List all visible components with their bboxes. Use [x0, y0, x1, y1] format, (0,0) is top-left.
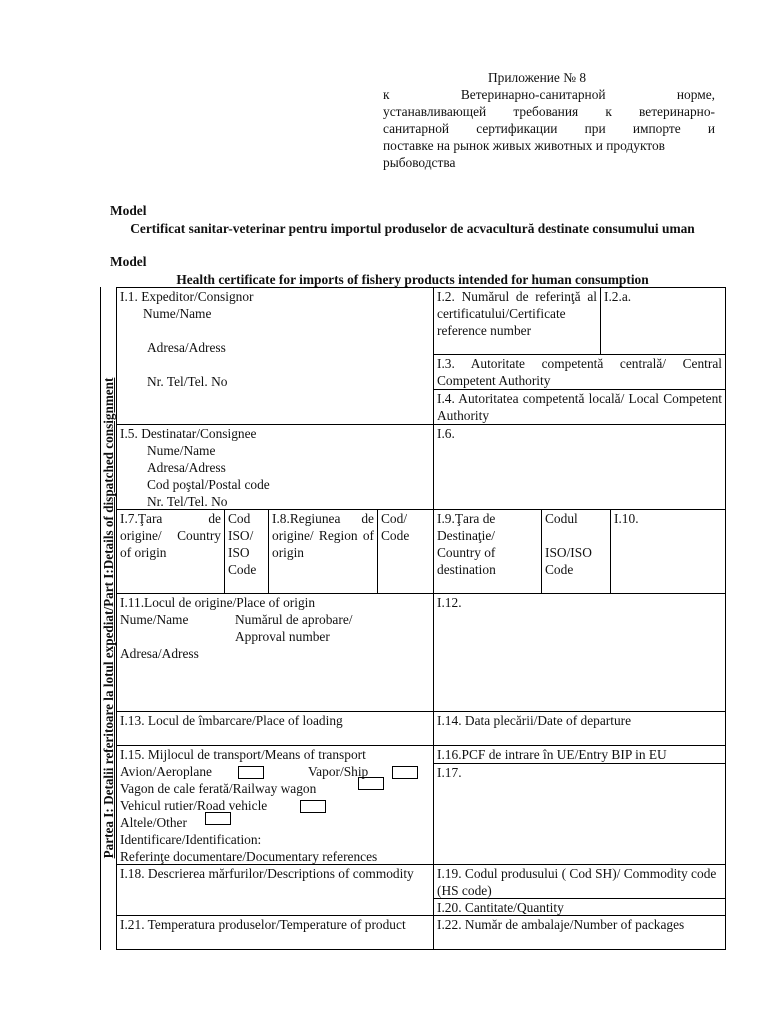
- ship-checkbox[interactable]: [392, 766, 418, 779]
- region-of-origin-label: I.8.Regiunea de origine/ Region of origin: [272, 511, 374, 560]
- certificate-title-ro: Certificat sanitar-veterinar pentru importul produselor de acvacultură destinate consumului uman: [130, 221, 695, 236]
- product-temperature-label: I.21. Temperatura produselor/Temperature of product: [120, 917, 406, 932]
- field-i10-label: I.10.: [614, 511, 639, 526]
- destination-iso-code-field[interactable]: [541, 509, 611, 594]
- origin-iso-code-field[interactable]: [224, 509, 269, 594]
- consignor-name-label: Nume/Name: [143, 306, 212, 321]
- field-i12[interactable]: [433, 593, 726, 712]
- identification-label: Identificare/Identification:: [120, 832, 262, 847]
- quantity-field[interactable]: [433, 898, 726, 916]
- railway-label: Vagon de cale ferată/Railway wagon: [120, 781, 317, 796]
- field-i6-label: I.6.: [437, 426, 455, 441]
- means-of-transport-field[interactable]: [116, 745, 434, 865]
- date-of-departure-label: I.14. Data plecării/Date of departure: [437, 713, 632, 728]
- central-authority-field[interactable]: [433, 354, 726, 390]
- central-authority-label: I.3. Autoritate competentă centrală/ Central Competent Authority: [437, 356, 722, 388]
- documentary-references-label: Referinţe documentare/Documentary references: [120, 849, 378, 864]
- commodity-description-label: I.18. Descrierea mărfurilor/Descriptions of commodity: [120, 866, 414, 881]
- reference-2a-field[interactable]: [600, 287, 726, 355]
- annex-line: устанавливающей требования к ветеринарно-: [383, 104, 715, 119]
- place-of-origin-label: I.11.Locul de origine/Place of origin: [120, 595, 316, 610]
- field-i12-label: I.12.: [437, 595, 462, 610]
- certificate-reference-label: I.2. Numărul de referinţă al certificatului/Certificate reference number: [437, 289, 597, 338]
- consignee-field[interactable]: [116, 424, 434, 510]
- annex-header: [383, 69, 715, 171]
- consignor-label: I.1. Expeditor/Consignor: [120, 289, 254, 304]
- consignor-tel-label: Nr. Tel/Tel. No: [147, 374, 228, 389]
- other-transport-label: Altele/Other: [120, 815, 187, 830]
- place-of-loading-field[interactable]: [116, 711, 434, 746]
- quantity-label: I.20. Cantitate/Quantity: [437, 900, 564, 915]
- field-i17-label: I.17.: [437, 765, 462, 780]
- field-i10[interactable]: [610, 509, 726, 594]
- annex-number: Приложение № 8: [488, 70, 587, 85]
- consignee-name-label: Nume/Name: [147, 443, 216, 458]
- commodity-code-field[interactable]: [433, 864, 726, 899]
- means-of-transport-label: I.15. Mijlocul de transport/Means of transport: [120, 747, 366, 762]
- place-of-loading-label: I.13. Locul de îmbarcare/Place of loading: [120, 713, 343, 728]
- country-of-destination-label: I.9.Ţara de Destinaţie/ Country of destination: [437, 511, 496, 577]
- consignee-postal-label: Cod poştal/Postal code: [147, 477, 270, 492]
- consignor-address-label: Adresa/Adress: [147, 340, 226, 355]
- consignee-label: I.5. Destinatar/Consignee: [120, 426, 257, 441]
- reference-2a-label: I.2.a.: [604, 289, 632, 304]
- product-temperature-field[interactable]: [116, 915, 434, 950]
- side-label: Partea I: Detalii referitoare la lotul expediat/Part I:Details of dispatched consignment: [101, 377, 116, 859]
- region-code-label: Cod/ Code: [381, 511, 410, 543]
- commodity-description-field[interactable]: [116, 864, 434, 916]
- place-address-label: Adresa/Adress: [120, 646, 199, 661]
- annex-line: к Ветеринарно-санитарной норме,: [383, 87, 715, 102]
- railway-checkbox[interactable]: [358, 777, 384, 790]
- annex-line: поставке на рынок живых животных и продуктов рыбоводства: [383, 138, 665, 170]
- road-vehicle-checkbox[interactable]: [300, 800, 326, 813]
- approval-number-label: Numărul de aprobare/: [235, 612, 353, 627]
- date-of-departure-field[interactable]: [433, 711, 726, 746]
- number-of-packages-field[interactable]: [433, 915, 726, 950]
- country-of-origin-field[interactable]: [116, 509, 225, 594]
- local-authority-field[interactable]: [433, 389, 726, 425]
- field-i6[interactable]: [433, 424, 726, 510]
- destination-code-label: Codul: [545, 511, 578, 526]
- consignor-field[interactable]: [116, 287, 434, 425]
- entry-bip-field[interactable]: [433, 745, 726, 764]
- approval-number-label-en: Approval number: [235, 629, 330, 644]
- country-of-destination-field[interactable]: [433, 509, 542, 594]
- number-of-packages-label: I.22. Număr de ambalaje/Number of packages: [437, 917, 685, 932]
- country-of-origin-label: I.7.Ţara de origine/ Country of origin: [120, 511, 221, 560]
- origin-iso-code-label: Cod ISO/ ISO Code: [228, 511, 257, 577]
- certificate-reference-field[interactable]: [433, 287, 601, 355]
- model-label-en: Model: [110, 254, 147, 269]
- consignee-tel-label: Nr. Tel/Tel. No: [147, 494, 228, 509]
- annex-line: санитарной сертификации при импорте и: [383, 121, 715, 136]
- entry-bip-label: I.16.PCF de intrare în UE/Entry BIP in EU: [437, 747, 667, 762]
- region-of-origin-field[interactable]: [268, 509, 378, 594]
- destination-iso-code-label: ISO/ISO Code: [545, 545, 592, 577]
- local-authority-label: I.4. Autoritatea competentă locală/ Local Competent Authority: [437, 391, 722, 423]
- aeroplane-checkbox[interactable]: [238, 766, 264, 779]
- other-transport-checkbox[interactable]: [205, 812, 231, 825]
- place-of-origin-field[interactable]: [116, 593, 434, 712]
- region-code-field[interactable]: [377, 509, 434, 594]
- aeroplane-label: Avion/Aeroplane: [120, 764, 212, 779]
- consignee-address-label: Adresa/Adress: [147, 460, 226, 475]
- model-label-ro: Model: [110, 203, 147, 218]
- commodity-code-label: I.19. Codul produsului ( Cod SH)/ Commodity code (HS code): [437, 866, 717, 898]
- place-name-label: Nume/Name: [120, 612, 189, 627]
- field-i17[interactable]: [433, 763, 726, 865]
- certificate-title-en: Health certificate for imports of fishery products intended for human consumption: [176, 272, 649, 287]
- ship-label: Vapor/Ship: [308, 764, 369, 779]
- road-vehicle-label: Vehicul rutier/Road vehicle: [120, 798, 268, 813]
